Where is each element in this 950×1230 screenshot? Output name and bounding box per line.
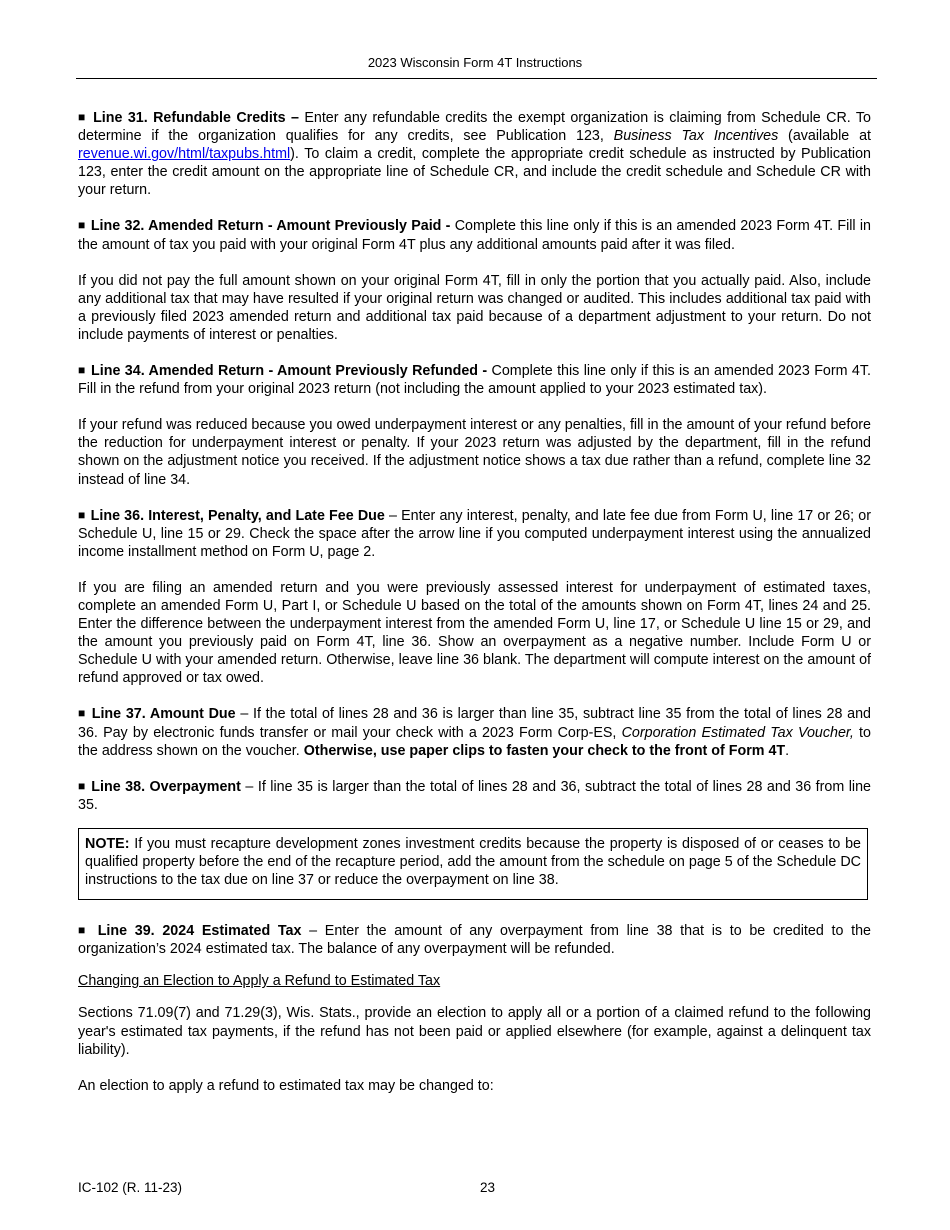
bullet-square-icon: ■: [78, 507, 86, 522]
line-38-paragraph: ■ Line 38. Overpayment – If line 35 is larger than the total of lines 28 and 36, subtract the total of lines 28 and 36 from line 35.: [78, 778, 872, 813]
page-header-title: 2023 Wisconsin Form 4T Instructions: [367, 55, 583, 70]
line-39-paragraph: ■ Line 39. 2024 Estimated Tax – Enter the amount of any overpayment from line 38 that is to be credited to the organization’s 2024 estimated tax. The balance of any overpayment will be refunded.: [78, 923, 871, 958]
line-36-heading: Line 36. Interest, Penalty, and Late Fee Due: [90, 507, 385, 524]
bullet-square-icon: ■: [78, 778, 86, 793]
note-box: [78, 828, 868, 900]
line-31-paragraph: ■ Line 31. Refundable Credits – Enter any refundable credits the exempt organization is claiming from Schedule CR. To determine if the organization qualifies for any credits, see Publication 123, Business Tax Incentives (available at revenue.wi.gov/html/taxpubs.html). To claim a credit, complete the appropriate credit schedule as instructed by Publication 123, enter the credit amount on the appropriate line of Schedule CR, and include the credit schedule and Schedule CR with your return.: [78, 110, 872, 199]
line-31-heading: Line 31. Refundable Credits –: [93, 110, 299, 126]
note-text: If you must recapture development zones investment credits because the property is disposed of or ceases to be qualified property before the end of the recapture period, add the amount from the schedule on page 5 of the Schedule DC instructions to the tax due on line 37 or reduce the overpayment on line 38.: [85, 835, 861, 889]
instructions-body: [78, 109, 871, 1113]
header-divider: [76, 78, 877, 79]
line-37-bold-instruction: Otherwise, use paper clips to fasten your check to the front of Form 4T: [303, 742, 786, 759]
line-34-paragraph: ■ Line 34. Amended Return - Amount Previously Refunded - Complete this line only if this is an amended 2023 Form 4T. Fill in the refund from your original 2023 return (not including the amount applied to your 2023 estimated tax).: [78, 363, 871, 398]
line-38-heading: Line 38. Overpayment: [91, 778, 241, 795]
bullet-square-icon: ■: [78, 110, 87, 124]
footer-form-id: IC-102 (R. 11-23): [78, 1180, 183, 1195]
line-36-paragraph: ■ Line 36. Interest, Penalty, and Late Fee Due – Enter any interest, penalty, and late fee due from Form U, line 17 or 26; or Schedule U, line 15 or 29. Check the space after the arrow line if you computed underpayment interest using the annualized income installment method on Form U, page 2.: [78, 507, 872, 560]
line-32-heading: Line 32. Amended Return - Amount Previously Paid -: [90, 218, 451, 235]
line-36-detail-paragraph: If you are filing an amended return and you were previously assessed interest for underpayment of estimated taxes, complete an amended Form U, Part I, or Schedule U based on the total of the amounts shown on Form 4T, lines 24 and 25. Enter the difference between the underpayment interest from the amended Form U, line 17, or Schedule U line 15 or 29, and the amount you previously paid on Form 4T, line 36. Show an overpayment as a negative number. Include Form U or Schedule U with your amended return. Otherwise, leave line 36 blank. The department will compute interest on the amount of refund approved or tax owed.: [78, 579, 871, 687]
bullet-square-icon: ■: [78, 218, 86, 233]
election-change-paragraph: An election to apply a refund to estimated tax may be changed to:: [78, 1077, 494, 1094]
bullet-square-icon: ■: [78, 363, 86, 378]
publication-title: Business Tax Incentives: [613, 128, 779, 145]
line-37-heading: Line 37. Amount Due: [91, 706, 236, 723]
note-label: NOTE:: [85, 835, 130, 852]
footer-page-number: 23: [479, 1180, 496, 1195]
taxpubs-link[interactable]: revenue.wi.gov/html/taxpubs.html: [78, 146, 291, 163]
election-paragraph: Sections 71.09(7) and 71.29(3), Wis. Stats., provide an election to apply all or a portion of a claimed refund to the following year's estimated tax payments, if the refund has not been paid or applied elsewhere (for example, against a delinquent tax liability).: [78, 1005, 871, 1058]
line-32-paragraph: ■ Line 32. Amended Return - Amount Previously Paid - Complete this line only if this is an amended 2023 Form 4T. Fill in the amount of tax you paid with your original Form 4T plus any additional amounts paid after it was filed.: [78, 218, 872, 253]
bullet-square-icon: ■: [78, 923, 89, 938]
line-32-detail-paragraph: If you did not pay the full amount shown on your original Form 4T, fill in only the portion that you actually paid. Also, include any additional tax that may have resulted if your original return was changed or audited. This includes additional tax paid with a previously filed 2023 amended return and additional tax paid because of a department adjustment to your return. Do not include payments of interest or penalties.: [78, 272, 871, 343]
line-34-detail-paragraph: If your refund was reduced because you owed underpayment interest or any penalties, fill in the amount of your refund before the reduction for underpayment interest or penalty. If your 2023 return was adjusted by the department, fill in the refund shown on the adjustment notice you received. If the adjustment notice shows a tax due rather than a refund, complete line 32 instead of line 34.: [78, 417, 871, 488]
voucher-title: Corporation Estimated Tax Voucher,: [621, 724, 854, 741]
line-37-paragraph: ■ Line 37. Amount Due – If the total of lines 28 and 36 is larger than line 35, subtract line 35 from the total of lines 28 and 36. Pay by electronic funds transfer or mail your check with a 2023 Form Corp-ES, Corporation Estimated Tax Voucher, to the address shown on the voucher. Otherwise, use paper clips to fasten your check to the front of Form 4T.: [78, 706, 871, 759]
election-subheading: Changing an Election to Apply a Refund to Estimated Tax: [78, 973, 441, 990]
line-39-heading: Line 39. 2024 Estimated Tax: [97, 923, 302, 940]
line-34-heading: Line 34. Amended Return - Amount Previously Refunded -: [91, 363, 488, 380]
bullet-square-icon: ■: [78, 706, 86, 721]
